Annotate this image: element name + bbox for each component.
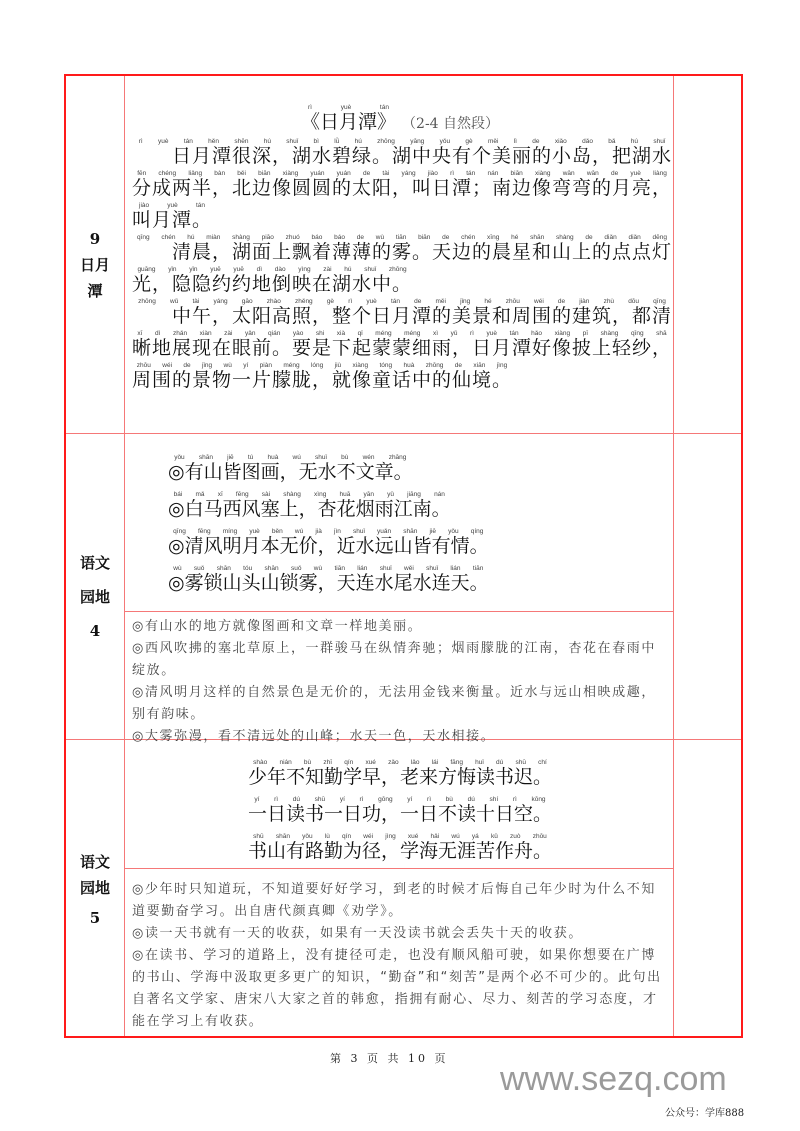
passage-line: 周围的景物一片朦胧，就像童话中的仙境。zhōu wéi de jǐng wù yí piàn méng lóng jiù xiàng tóng huà zhōng de xiān jìng xyxy=(132,362,513,391)
row-label-garden-4: 语文 园地 4 xyxy=(79,554,110,640)
saying-line: 书山有路勤为径，学海无涯苦作舟。shū shān yǒu lù qín wéi jìng xué hǎi wú yá kǔ zuò zhōu xyxy=(247,833,552,862)
saying-line: 少年不知勤学早，老来方悔读书迟。shào nián bù zhī qín xué zǎo lǎo lái fāng huǐ dú shū chí xyxy=(247,759,552,788)
saying-line: 一日读书一日功，一日不读十日空。yí rì dú shū yí rì gōng yí rì bù dú shí rì kōng xyxy=(247,796,552,825)
garden-4-sayings xyxy=(126,454,716,602)
explanation-item: ◎西风吹拂的塞北草原上，一群骏马在纵情奔驰；烟雨朦胧的江南，杏花在春雨中绽放。 xyxy=(132,641,656,678)
explanation-item: ◎读一天书就有一天的收获，如果有一天没读书就会丢失十天的收获。 xyxy=(132,926,583,941)
saying-line: ◎雾锁山头山锁雾，天连水尾水连天。wù suǒ shān tóu shān suǒ wù tiān lián shuǐ wěi shuǐ lián tiān xyxy=(168,565,489,594)
saying-line: ◎有山皆图画，无水不文章。yǒu shān jiē tú huà wú shuǐ bù wén zhāng xyxy=(168,454,413,483)
passage-line: 分成两半，北边像圆圆的太阳，叫日潭；南边像弯弯的月亮，fēn chéng liǎng bàn běi biān xiàng yuán yuán de tài yáng jiào rì tán nán biān xiàng wān wān de yuè liàng xyxy=(132,170,673,199)
passage-title xyxy=(126,104,674,134)
title-text: 《日月潭》 xyxy=(300,111,396,133)
row-divider xyxy=(66,433,741,434)
saying-line: ◎白马西风塞上，杏花烟雨江南。bái mǎ xī fēng sài shàng xìng huā yān yǔ jiāng nán xyxy=(168,491,451,520)
explanation-item: ◎大雾弥漫，看不清远处的山峰；水天一色，天水相接。 xyxy=(132,729,496,744)
title-pinyin: rì yuè tán xyxy=(300,104,396,111)
garden-4-explanations xyxy=(126,613,674,751)
title-subtitle: （2-4 自然段） xyxy=(402,116,500,132)
garden-5-explanations xyxy=(126,876,674,1036)
row-label-rjyt xyxy=(66,226,124,304)
explanation-item: ◎少年时只知道玩，不知道要好好学习，到老的时候才后悔自己年少时为什么不知道要勤奋学习。出自唐代颜真卿《劝学》。 xyxy=(132,882,656,919)
lesson-title-part: 日月 xyxy=(79,256,110,274)
page-number: 第 3 页 共 10 页 xyxy=(330,1052,449,1065)
watermark-url: www.sezq.com xyxy=(500,1060,727,1098)
lesson-content-riyuetan xyxy=(126,76,674,394)
garden-5-sayings xyxy=(126,759,674,870)
passage-line: 日月潭很深，湖水碧绿。湖中央有个美丽的小岛，把湖水rì yuè tán hěn shēn hú shuǐ bì lǜ hú zhōng yāng yǒu gè měi lì de xiǎo dǎo bǎ hú shuǐ xyxy=(132,138,673,167)
saying-line: ◎清风明月本无价，近水远山皆有情。qīng fēng míng yuè běn wú jià jìn shuǐ yuǎn shān jiē yǒu qíng xyxy=(168,528,489,557)
passage-line: 清晨，湖面上飘着薄薄的雾。天边的晨星和山上的点点灯qīng chén hú miàn shàng piāo zhuó báo báo de wù tiān biān de chén xīng hé shān shàng de diǎn diǎn dēng xyxy=(132,234,673,263)
passage-line: 叫月潭。jiào yuè tán xyxy=(132,202,213,231)
content-table xyxy=(64,74,743,1038)
passage-line: 晰地展现在眼前。要是下起蒙蒙细雨，日月潭好像披上轻纱，xī dì zhǎn xiàn zài yǎn qián yào shi xià qǐ méng méng xì yǔ rì yuè tán hǎo xiàng pī shàng qīng shā xyxy=(132,330,673,359)
row-label-garden-5: 语文 园地 5 xyxy=(79,853,110,927)
sub-row-divider xyxy=(124,611,673,612)
passage-line: 中午，太阳高照，整个日月潭的美景和周围的建筑，都清zhōng wǔ tài yáng gāo zhào zhěng gè rì yuè tán de měi jǐng hé zhōu wéi de jiàn zhù dōu qīng xyxy=(132,298,673,327)
passage-line: 光，隐隐约约地倒映在湖水中。guāng yǐn yǐn yuē yuē dì dào yìng zài hú shuǐ zhōng xyxy=(132,266,413,295)
wechat-account: 公众号：学库888 xyxy=(665,1108,745,1119)
explanation-item: ◎在读书、学习的道路上，没有捷径可走，也没有顺风船可驶，如果你想要在广博的书山、学海中汲取更多更广的知识，“勤奋”和“刻苦”是两个必不可少的。此句出自著名文学家、唐宋八大家之首的韩愈，指拥有耐心、尽力、刻苦的学习态度，才能在学习上有收获。 xyxy=(132,948,662,1029)
lesson-title-part: 潭 xyxy=(87,282,103,300)
passage-body xyxy=(126,138,674,391)
explanation-item: ◎清风明月这样的自然景色是无价的，无法用金钱来衡量。近水与远山相映成趣，别有韵味。 xyxy=(132,685,656,722)
column-divider-left xyxy=(124,76,125,1036)
lesson-number: 9 xyxy=(89,230,101,248)
explanation-item: ◎有山水的地方就像图画和文章一样地美丽。 xyxy=(132,619,423,634)
